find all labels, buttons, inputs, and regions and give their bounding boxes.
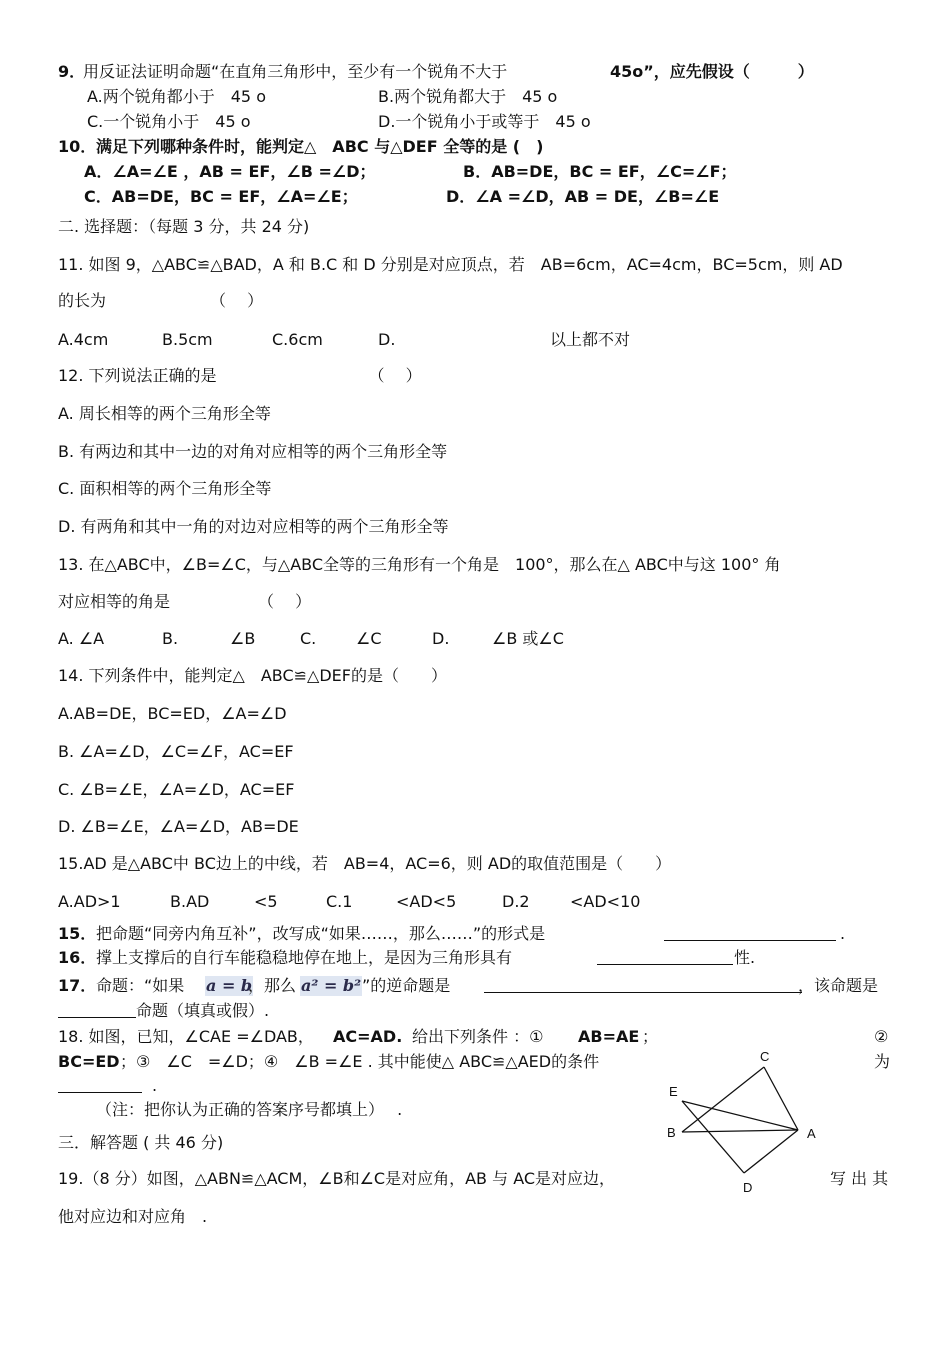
q11-option-a: A.4cm [58,330,109,349]
q11-line2: 的长为 （ ） [58,291,264,310]
q16-answer-blank[interactable] [597,948,733,965]
q18-answer-blank[interactable] [58,1076,142,1093]
q17-math-conclusion: a² = b² [301,976,362,995]
q9-number: 9． [58,62,86,81]
q17-post: ”的逆命题是 [362,976,451,995]
section-3-heading: 三．解答题 ( 共 46 分) [58,1133,224,1152]
q17-line2: 命题（填真或假）. [136,1001,270,1020]
q10-option-b: B．AB=DE，BC = EF，∠C=∠F； [463,162,737,181]
q18-wei: 为 [874,1052,891,1071]
q18-line2-rest: ；③ ∠C =∠D；④ ∠B =∠E . 其中能使△ ABC≌△AED的条件 [120,1052,600,1071]
segment-ba [682,1130,798,1132]
q15a-option-c: C.1 [326,892,353,911]
q11-option-c: C.6cm [272,330,323,349]
q18-line1-end: ； [642,1027,659,1046]
q17-math-condition: a = b [206,976,253,995]
q18-line1-prefix: 18. 如图，已知，∠CAE =∠DAB， [58,1027,314,1046]
q13-line2: 对应相等的角是 （ ） [58,592,312,611]
q13-option-c: C. [300,629,317,648]
q12-option-d: D. 有两角和其中一角的对边对应相等的两个三角形全等 [58,517,449,536]
q15b-answer-blank[interactable] [664,924,836,941]
q12-option-a: A. 周长相等的两个三角形全等 [58,404,271,423]
q19-line2: 他对应边和对应角 . [58,1207,208,1226]
q18-geometry-figure [660,1045,830,1200]
q18-condition-1: AB=AE [578,1027,640,1046]
q19-line1: 19.（8 分）如图，△ABN≌△ACM，∠B和∠C是对应角，AB 与 AC是对应边， [58,1169,616,1188]
q10-option-d: D．∠A =∠D，AB = DE，∠B=∠E [446,187,720,206]
q16-number: 16． [58,948,97,967]
segment-ca [764,1067,798,1130]
q14-option-d: D. ∠B=∠E，∠A=∠D，AB=DE [58,817,299,836]
q15b-text: 把命题“同旁内角互补”，改写成“如果……，那么……”的形式是 [96,924,546,943]
q13-option-d-text: ∠B 或∠C [492,629,564,648]
q9-option-b: B.两个锐角都大于 45 o [378,87,558,106]
label-d: D [743,1180,753,1195]
q13-option-b: B. [162,629,179,648]
q19-line1-tail: 写 出 其 [830,1169,889,1188]
q16-tail: 性. [734,948,756,967]
q12-option-b: B. 有两边和其中一边的对角对应相等的两个三角形全等 [58,442,448,461]
q10-option-a: A．∠A=∠E ，AB = EF，∠B =∠D； [84,162,376,181]
segment-cb [682,1067,764,1132]
q18-note: （注：把你认为正确的答案序号都填上） . [96,1100,403,1119]
q17-converse-blank[interactable] [484,976,802,993]
q15a-option-d-text: <AD<10 [570,892,641,911]
q15a-option-a: A.AD>1 [58,892,121,911]
q13-option-b-text: ∠B [230,629,256,648]
q15a-option-b: B.AD [170,892,210,911]
segment-da [744,1130,798,1173]
q14-stem: 14. 下列条件中，能判定△ ABC≌△DEF的是（ ） [58,666,447,685]
q15b-period: . [840,924,846,943]
q14-option-c: C. ∠B=∠E，∠A=∠D，AC=EF [58,780,295,799]
label-c: C [760,1049,770,1064]
q18-line1-mid: 给出下列条件 ：① [412,1027,544,1046]
q17-number: 17． [58,976,97,995]
q15a-option-b-text: <5 [254,892,278,911]
q13-option-a: A. ∠A [58,629,105,648]
q12-stem: 12. 下列说法正确的是 （ ） [58,366,422,385]
q18-condition-2: BC=ED [58,1052,120,1071]
q18-circle-2: ② [874,1027,889,1046]
q11-option-b: B.5cm [162,330,213,349]
q11-line1: 11. 如图 9，△ABC≌△BAD，A 和 B.C 和 D 分别是对应顶点，若 AB=6cm，AC=4cm，BC=5cm，则 AD [58,255,843,274]
q15a-option-c-text: <AD<5 [396,892,457,911]
q9-option-c: C.一个锐角小于 45 o [87,112,251,131]
q17-mid: ，那么 [248,976,297,995]
q15b-number: 15． [58,924,97,943]
q15a-stem: 15.AD 是△ABC中 BC边上的中线，若 AB=4，AC=6，则 AD的取值范围是（ ） [58,854,672,873]
q16-text: 撑上支撑后的自行车能稳稳地停在地上，是因为三角形具有 [96,948,513,967]
q10-number: 10． [58,137,97,156]
q18-line3-end: . [152,1076,158,1095]
q12-option-c: C. 面积相等的两个三角形全等 [58,479,272,498]
q9-option-d: D.一个锐角小于或等于 45 o [378,112,591,131]
q11-option-d-text: 以上都不对 [550,330,631,349]
q13-option-d: D. [432,629,450,648]
segment-ea [682,1101,798,1130]
q15a-option-d: D.2 [502,892,530,911]
q13-line1: 13. 在△ABC中，∠B=∠C，与△ABC全等的三角形有一个角是 100°，那么在△ ABC中与这 100° 角 [58,555,781,574]
label-e: E [669,1084,678,1099]
q9-stem-tail: 45o”，应先假设（ ） [610,62,814,81]
label-b: B [667,1125,676,1140]
q13-option-c-text: ∠C [356,629,382,648]
q17-tail: ，该命题是 [798,976,879,995]
q9-option-a: A.两个锐角都小于 45 o [87,87,266,106]
section-2-heading: 二. 选择题：（每题 3 分，共 24 分) [58,217,310,236]
q9-stem: 用反证法证明命题“在直角三角形中，至少有一个锐角不大于 [83,62,508,81]
segment-ed [682,1101,744,1173]
q14-option-a: A.AB=DE，BC=ED，∠A=∠D [58,704,287,723]
q14-option-b: B. ∠A=∠D，∠C=∠F，AC=EF [58,742,294,761]
q18-given-ac-ad: AC=AD. [333,1027,403,1046]
q10-stem: 满足下列哪种条件时，能判定△ ABC 与△DEF 全等的是 ( ) [96,137,544,156]
q11-option-d: D. [378,330,396,349]
label-a: A [807,1126,816,1141]
q10-option-c: C．AB=DE，BC = EF，∠A=∠E； [84,187,358,206]
q17-prefix: 命题：“如果 [96,976,185,995]
q17-truth-blank[interactable] [58,1001,136,1018]
